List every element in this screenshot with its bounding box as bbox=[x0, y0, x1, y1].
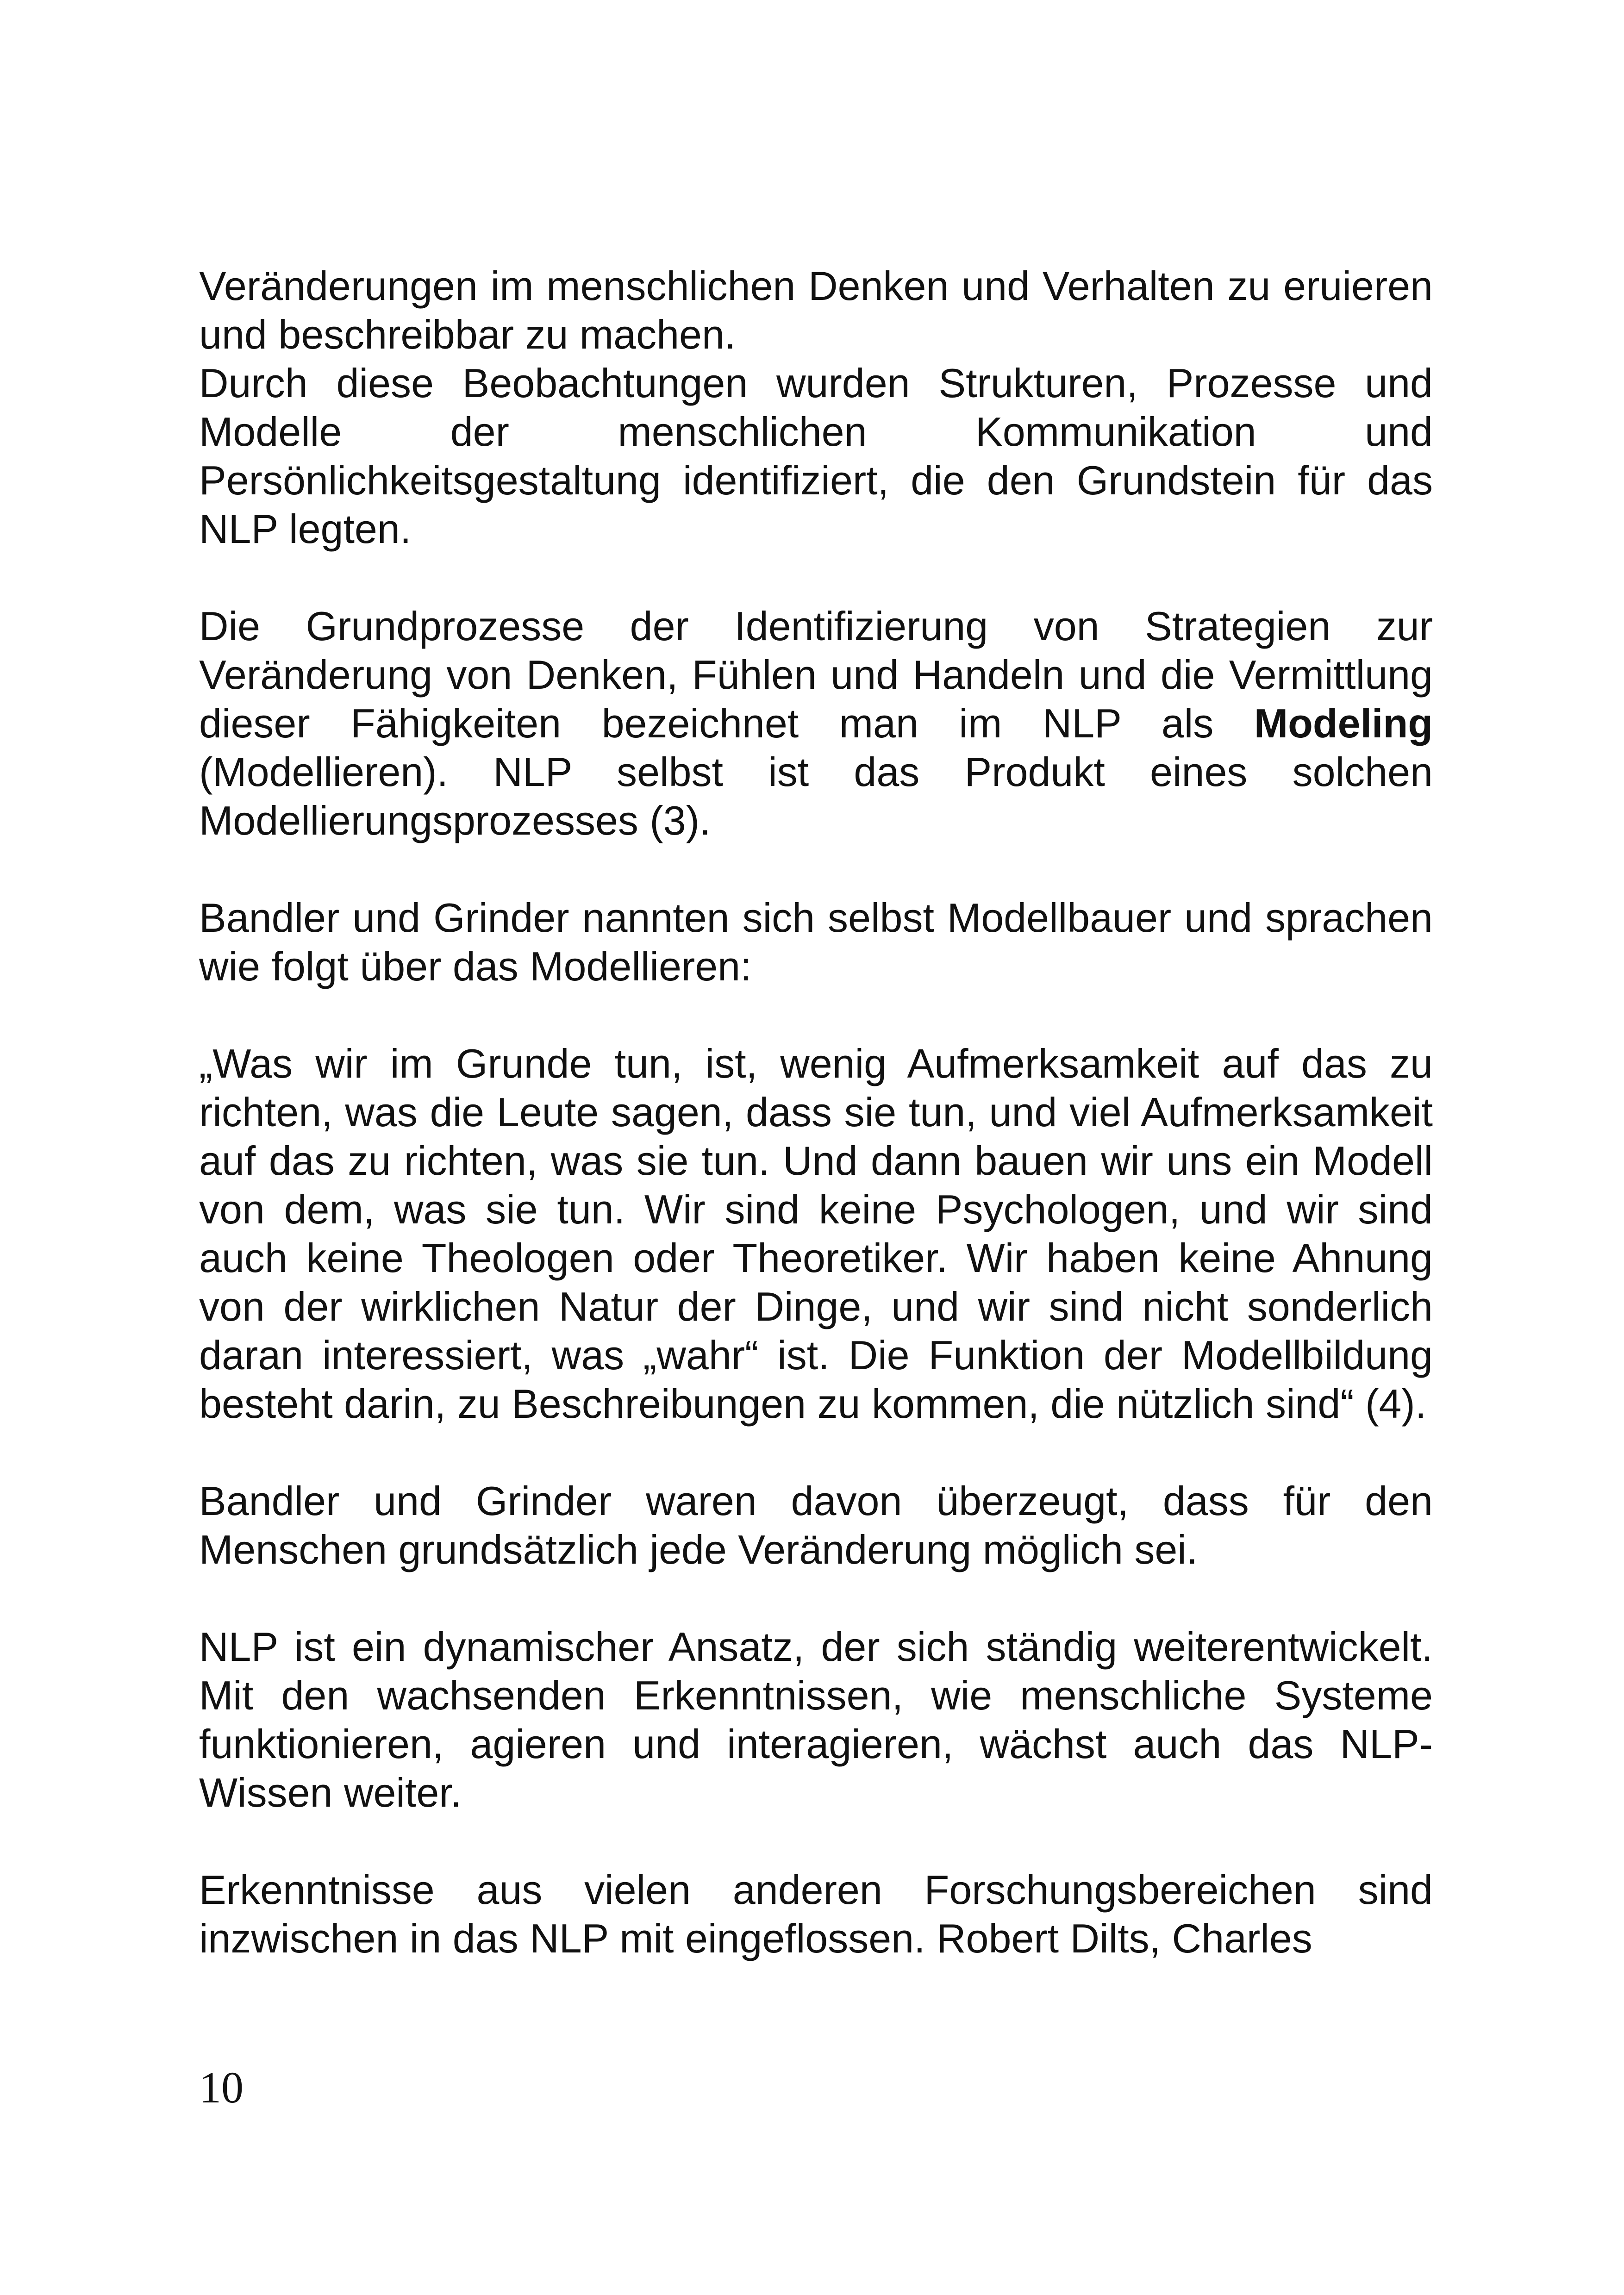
paragraph bbox=[199, 602, 1433, 845]
paragraph: Bandler und Grinder nannten sich selbst Modellbauer und sprachen wie folgt über das Modellieren: bbox=[199, 895, 1433, 989]
bold-term-modeling: Modeling bbox=[1254, 700, 1433, 746]
paragraph: NLP ist ein dynamischer Ansatz, der sich ständig weiterentwickelt. Mit den wachsenden Erkenntnissen, wie menschliche Systeme funktionieren, agieren und interagieren, wächst auch das NLP-Wissen weiter. bbox=[199, 1624, 1433, 1815]
paragraph: Erkenntnisse aus vielen anderen Forschungsbereichen sind inzwischen in das NLP mit eingeflossen. Robert Dilts, Charles bbox=[199, 1867, 1433, 1961]
body-text bbox=[199, 262, 1433, 1963]
paragraph: Durch diese Beobachtungen wurden Strukturen, Prozesse und Modelle der menschlichen Kommunikation und Persönlichkeitsgestaltung identifiziert, die den Grundstein für das NLP legten. bbox=[199, 360, 1433, 552]
paragraph-text: Die Grundprozesse der Identifizierung von Strategien zur Veränderung von Denken, Fühlen und Handeln und die Vermittlung dieser Fähigkeiten bezeichnet man im NLP als bbox=[199, 603, 1433, 746]
quote-paragraph: „Was wir im Grunde tun, ist, wenig Aufmerksamkeit auf das zu richten, was die Leute sagen, dass sie tun, und viel Aufmerksamkeit auf das zu richten, was sie tun. Und dann bauen wir uns ein Modell von dem, was sie tun. Wir sind keine Psychologen, und wir sind auch keine Theologen oder Theoretiker. Wir haben keine Ahnung von der wirklichen Natur der Dinge, und wir sind nicht sonderlich daran interessiert, was „wahr“ ist. Die Funktion der Modellbildung besteht darin, zu Beschreibungen zu kommen, die nützlich sind“ (4). bbox=[199, 1041, 1433, 1427]
page-number: 10 bbox=[199, 2063, 244, 2112]
paragraph: Bandler und Grinder waren davon überzeugt, dass für den Menschen grundsätzlich jede Veränderung möglich sei. bbox=[199, 1478, 1433, 1572]
paragraph-text: (Modellieren). NLP selbst ist das Produkt eines solchen Modellierungsprozesses (3). bbox=[199, 749, 1433, 843]
paragraph: Veränderungen im menschlichen Denken und Verhalten zu eruieren und beschreibbar zu machen. bbox=[199, 263, 1433, 357]
